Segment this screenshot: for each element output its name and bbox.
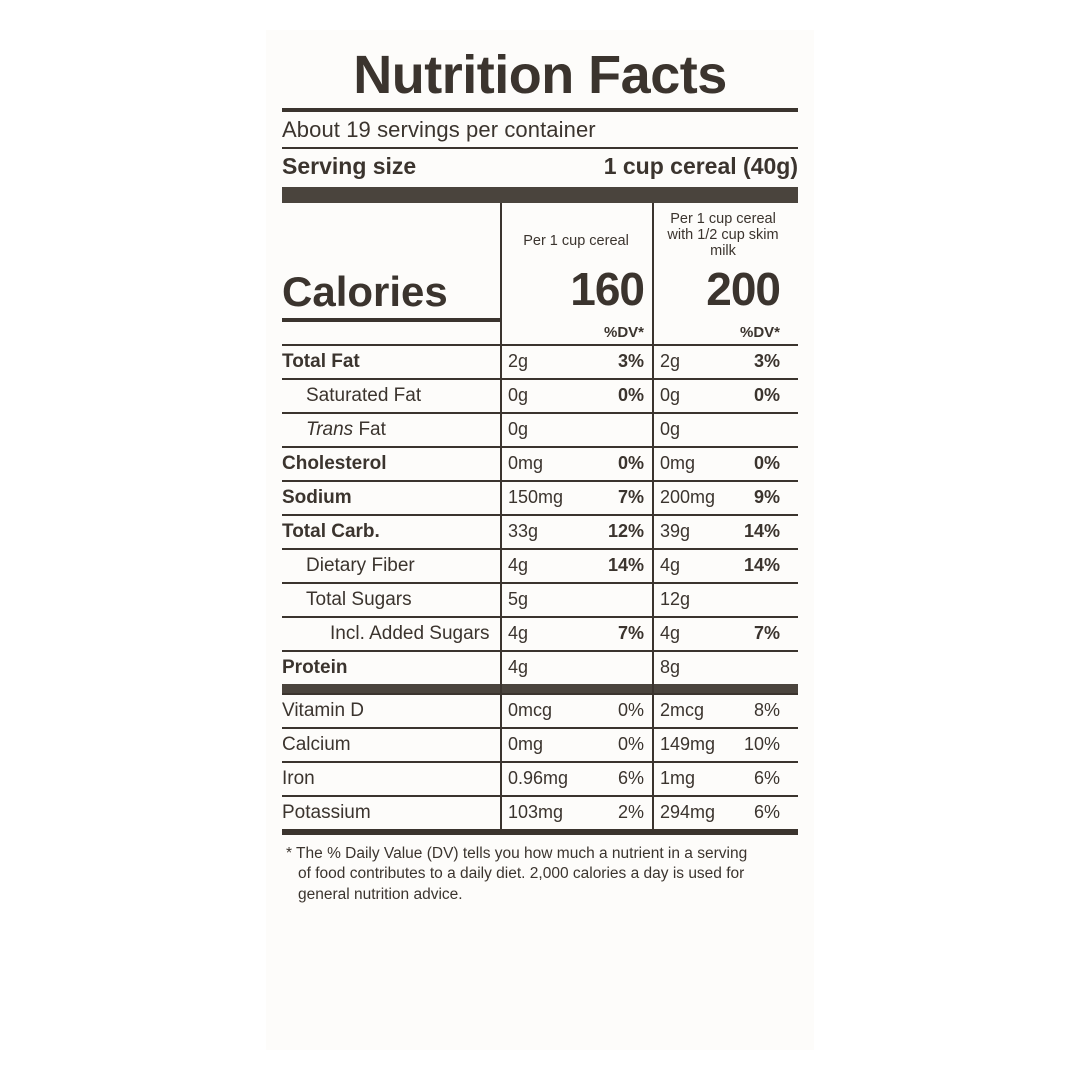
- serving-size-label: Serving size: [282, 153, 417, 179]
- daily-value-header-row: [282, 322, 798, 344]
- nutrient-amount: 0mg: [660, 452, 696, 473]
- nutrient-percent-dv: 7%: [617, 486, 644, 507]
- vitamin-values-col-1: [500, 695, 652, 726]
- footnote-line-3: general nutrition advice.: [298, 885, 463, 903]
- nutrient-amount: 4g: [660, 554, 681, 575]
- dv-header-cereal: %DV*: [603, 323, 644, 341]
- servings-per-container: About 19 servings per container: [282, 117, 596, 142]
- nutrient-name: Protein: [282, 656, 348, 678]
- nutrient-values-col-2: [652, 380, 794, 411]
- nutrient-percent-dv: 0%: [617, 452, 644, 473]
- nutrient-amount: 39g: [660, 520, 691, 541]
- nutrient-row: [282, 446, 798, 480]
- nutrient-amount: 4g: [508, 554, 529, 575]
- vitamin-percent-dv: 6%: [753, 767, 780, 788]
- vitamin-amount: 0.96mg: [508, 767, 569, 788]
- footnote-line-1: * The % Daily Value (DV) tells you how much a nutrient in a serving: [286, 844, 748, 862]
- nutrient-name: Saturated Fat: [306, 384, 422, 406]
- vitamin-values-col-2: [652, 729, 794, 760]
- nutrient-amount: 0mg: [508, 452, 544, 473]
- calories-value-cereal-milk: 200: [706, 262, 780, 315]
- nutrient-values-col-2: [652, 346, 794, 377]
- nutrient-amount: 150mg: [508, 486, 564, 507]
- vitamins-bottom-divider: [282, 829, 798, 831]
- nutrient-percent-dv: 0%: [617, 384, 644, 405]
- vitamin-amount: 294mg: [660, 801, 716, 822]
- vitamin-values-col-2: [652, 797, 794, 828]
- vitamin-percent-dv: 0%: [617, 733, 644, 754]
- nutrient-name: Cholesterol: [282, 452, 387, 474]
- nutrient-values-col-2: [652, 414, 794, 445]
- vitamin-amount: 0mcg: [508, 699, 553, 720]
- nutrient-values-col-1: [500, 380, 652, 411]
- vitamin-amount: 0mg: [508, 733, 544, 754]
- nutrient-values-col-2: [652, 618, 794, 649]
- nutrient-amount: 8g: [660, 656, 681, 677]
- nutrient-values-col-1: [500, 482, 652, 513]
- column-divider-1: [500, 203, 502, 831]
- vitamin-values-col-1: [500, 797, 652, 828]
- thick-band-middle: [282, 684, 798, 693]
- nutrient-percent-dv: [644, 595, 652, 605]
- vitamin-values-col-1: [500, 729, 652, 760]
- nutrient-amount: 0g: [508, 418, 529, 439]
- serving-size-value: 1 cup cereal (40g): [603, 153, 798, 179]
- nutrient-percent-dv: 7%: [617, 622, 644, 643]
- vitamin-percent-dv: 6%: [753, 801, 780, 822]
- vitamin-values-col-2: [652, 695, 794, 726]
- nutrient-percent-dv: 12%: [607, 520, 644, 541]
- vitamin-row: [282, 727, 798, 761]
- nutrient-name: Trans Fat: [306, 418, 386, 440]
- nutrient-row: [282, 582, 798, 616]
- nutrient-values-col-1: [500, 516, 652, 547]
- column-headers: [282, 203, 798, 262]
- vitamin-percent-dv: 8%: [753, 699, 780, 720]
- nutrient-amount: 0g: [660, 418, 681, 439]
- nutrient-percent-dv: [780, 663, 794, 673]
- nutrient-values-col-2: [652, 482, 794, 513]
- nutrient-values-col-1: [500, 346, 652, 377]
- nutrient-name: Total Carb.: [282, 520, 380, 542]
- vitamin-values-col-2: [652, 763, 794, 794]
- nutrient-percent-dv: [780, 425, 794, 435]
- nutrient-amount: 0g: [508, 384, 529, 405]
- nutrient-amount: 33g: [508, 520, 539, 541]
- column-header-cereal: Per 1 cup cereal: [523, 233, 629, 249]
- vitamin-rows: [282, 693, 798, 831]
- nutrient-values-col-2: [652, 584, 794, 615]
- nutrient-name: Sodium: [282, 486, 352, 508]
- nutrient-percent-dv: 14%: [607, 554, 644, 575]
- vitamin-percent-dv: 10%: [743, 733, 780, 754]
- nutrient-percent-dv: 3%: [753, 350, 780, 371]
- nutrient-values-col-2: [652, 652, 794, 683]
- nutrient-percent-dv: 14%: [743, 520, 780, 541]
- nutrient-amount: 5g: [508, 588, 529, 609]
- vitamin-name: Iron: [282, 767, 315, 789]
- serving-size-row: [282, 149, 798, 187]
- calories-row: [282, 262, 798, 318]
- columns-region: [282, 203, 798, 831]
- nutrient-values-col-2: [652, 516, 794, 547]
- nutrition-facts-panel: [266, 30, 814, 1050]
- nutrient-row: [282, 650, 798, 684]
- nutrient-percent-dv: [644, 663, 652, 673]
- nutrient-amount: 200mg: [660, 486, 716, 507]
- nutrient-amount: 4g: [508, 622, 529, 643]
- vitamin-row: [282, 761, 798, 795]
- nutrient-row: [282, 378, 798, 412]
- nutrient-row: [282, 344, 798, 378]
- nutrient-name-italic: Trans: [306, 418, 354, 440]
- footnote: [282, 835, 798, 905]
- footnote-line-2: of food contributes to a daily diet. 2,000 calories a day is used for: [298, 865, 745, 883]
- nutrient-amount: 4g: [660, 622, 681, 643]
- nutrient-row: [282, 480, 798, 514]
- nutrient-percent-dv: 14%: [743, 554, 780, 575]
- vitamin-values-col-1: [500, 763, 652, 794]
- vitamin-amount: 2mcg: [660, 699, 705, 720]
- column-header-blank: [282, 203, 500, 262]
- nutrient-name: Total Fat: [282, 350, 360, 372]
- nutrient-percent-dv: [644, 425, 652, 435]
- thick-band-top: [282, 187, 798, 203]
- vitamin-amount: 103mg: [508, 801, 564, 822]
- vitamin-row: [282, 693, 798, 727]
- nutrient-values-col-1: [500, 618, 652, 649]
- vitamin-name: Vitamin D: [282, 699, 365, 721]
- nutrient-row: [282, 514, 798, 548]
- vitamin-name: Calcium: [282, 733, 351, 755]
- page-title: Nutrition Facts: [353, 45, 727, 105]
- nutrient-percent-dv: [780, 595, 794, 605]
- nutrient-values-col-1: [500, 652, 652, 683]
- vitamin-amount: 1mg: [660, 767, 696, 788]
- nutrient-name: Total Sugars: [306, 588, 412, 610]
- nutrient-values-col-1: [500, 550, 652, 581]
- nutrient-amount: 0g: [660, 384, 681, 405]
- nutrient-row: [282, 548, 798, 582]
- nutrient-values-col-1: [500, 448, 652, 479]
- nutrient-percent-dv: 9%: [753, 486, 780, 507]
- nutrient-values-col-2: [652, 448, 794, 479]
- nutrient-amount: 2g: [660, 350, 681, 371]
- dv-header-cereal-milk: %DV*: [739, 323, 780, 341]
- nutrient-values-col-1: [500, 414, 652, 445]
- column-header-cereal-milk: Per 1 cup cereal with 1/2 cup skim milk: [667, 211, 779, 260]
- vitamin-name: Potassium: [282, 801, 371, 823]
- nutrient-values-col-2: [652, 550, 794, 581]
- nutrient-values-col-1: [500, 584, 652, 615]
- nutrient-amount: 12g: [660, 588, 691, 609]
- nutrient-percent-dv: 3%: [617, 350, 644, 371]
- vitamin-row: [282, 795, 798, 829]
- nutrient-amount: 2g: [508, 350, 529, 371]
- vitamin-percent-dv: 6%: [617, 767, 644, 788]
- nutrient-percent-dv: 7%: [753, 622, 780, 643]
- vitamin-amount: 149mg: [660, 733, 716, 754]
- calories-label: Calories: [282, 267, 448, 315]
- column-divider-2: [652, 203, 654, 831]
- nutrient-row: [282, 412, 798, 446]
- nutrient-percent-dv: 0%: [753, 384, 780, 405]
- nutrient-name: Dietary Fiber: [306, 554, 415, 576]
- vitamin-percent-dv: 0%: [617, 699, 644, 720]
- nutrient-rows: [282, 344, 798, 684]
- nutrient-amount: 4g: [508, 656, 529, 677]
- nutrient-name: Incl. Added Sugars: [330, 622, 490, 644]
- nutrient-row: [282, 616, 798, 650]
- nutrient-percent-dv: 0%: [753, 452, 780, 473]
- calories-value-cereal: 160: [570, 262, 644, 315]
- vitamin-percent-dv: 2%: [617, 801, 644, 822]
